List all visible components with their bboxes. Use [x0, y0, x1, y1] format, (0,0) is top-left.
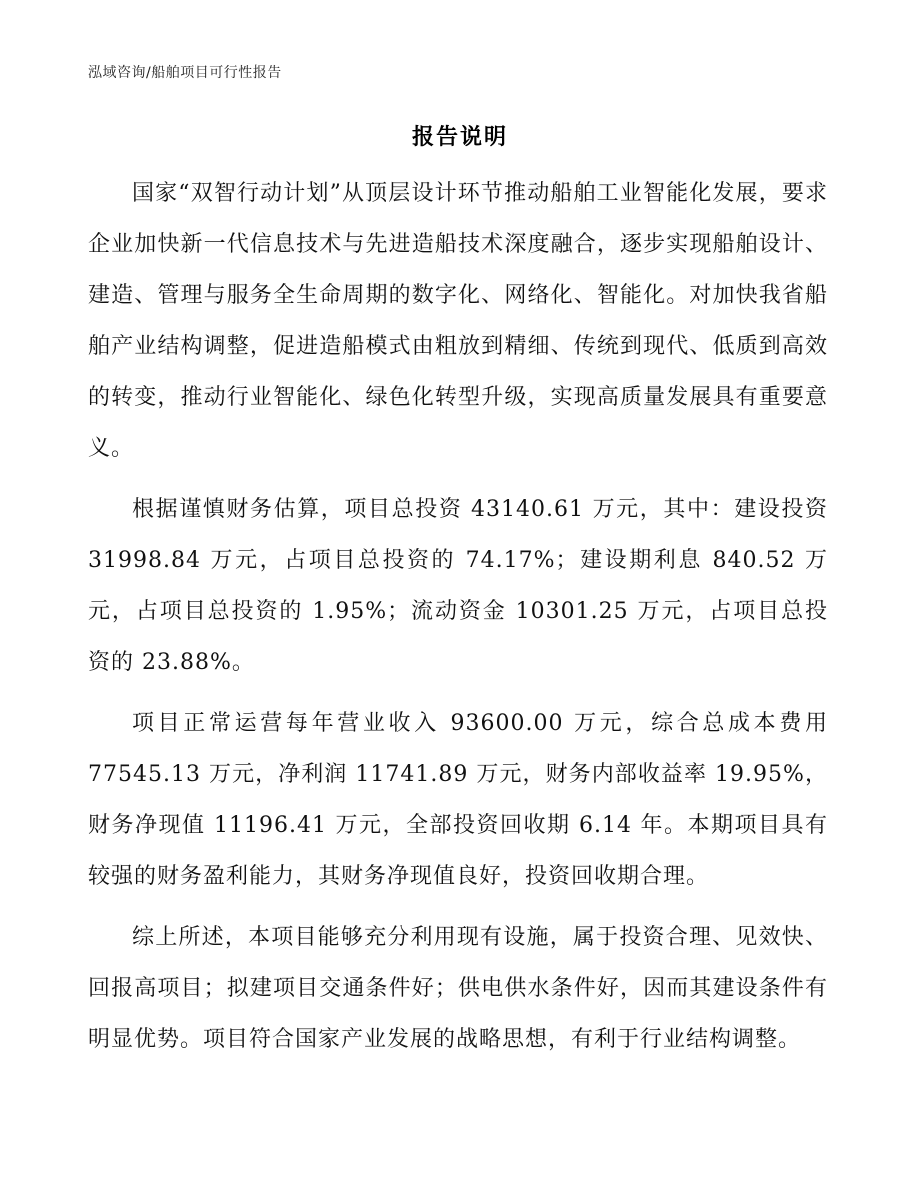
paragraph-summary: 综上所述，本项目能够充分利用现有设施，属于投资合理、见效快、回报高项目；拟建项目交通条件好；供电供水条件好，因而其建设条件有明显优势。项目符合国家产业发展的战略思想，有利于行业结构调整。 [88, 925, 828, 1052]
page-title: 报告说明 [411, 125, 508, 150]
paragraph-investment: 根据谨慎财务估算，项目总投资 43140.61 万元，其中：建设投资 31998.84 万元，占项目总投资的 74.17%；建设期利息 840.52 万元，占项目总投资的 1.95%；流动资金 10301.25 万元，占项目总投资的 23.88%。 [88, 497, 828, 675]
document-body [88, 168, 828, 1075]
running-header: 泓域咨询/船舶项目可行性报告 [88, 65, 282, 81]
header-divider [88, 90, 832, 91]
paragraph-financials: 项目正常运营每年营业收入 93600.00 万元，综合总成本费用 77545.13 万元，净利润 11741.89 万元，财务内部收益率 19.95%，财务净现值 11196.41 万元，全部投资回收期 6.14 年。本期项目具有较强的财务盈利能力，其财务净现值良好，投资回收期合理。 [88, 711, 828, 889]
paragraph-background: 国家“双智行动计划”从顶层设计环节推动船舶工业智能化发展，要求企业加快新一代信息技术与先进造船技术深度融合，逐步实现船舶设计、建造、管理与服务全生命周期的数字化、网络化、智能化。对加快我省船舶产业结构调整，促进造船模式由粗放到精细、传统到现代、低质到高效的转变，推动行业智能化、绿色化转型升级，实现高质量发展具有重要意义。 [88, 181, 828, 461]
